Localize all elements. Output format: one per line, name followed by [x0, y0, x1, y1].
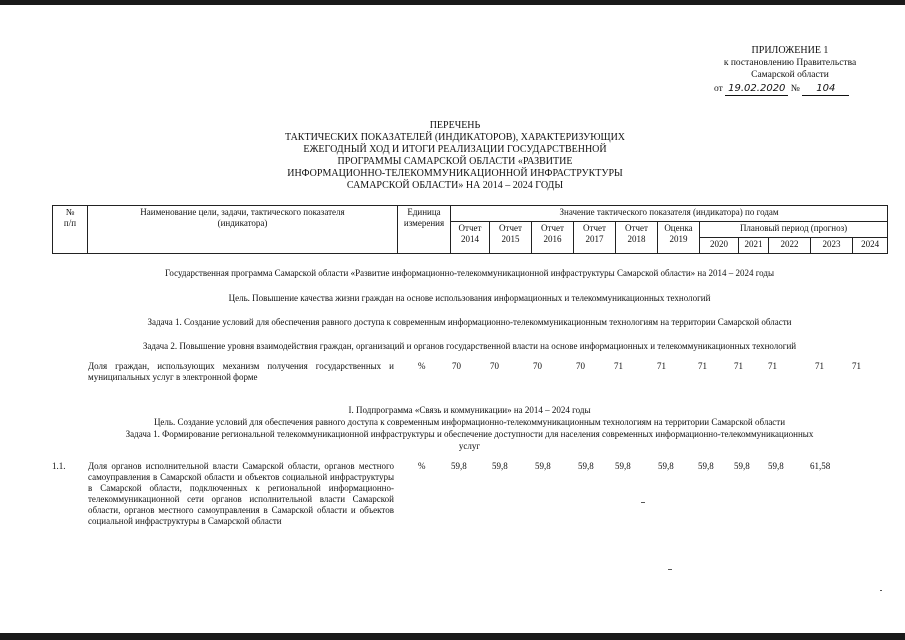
indicator-1-value-2022: 71	[768, 361, 777, 371]
indicator-1-value-2019: 71	[657, 361, 666, 371]
indicator-2-number: 1.1.	[52, 461, 66, 471]
indicator-2-value-2016: 59,8	[535, 461, 551, 471]
indicator-1-value-2014: 70	[452, 361, 461, 371]
col-unit-header: Единица измерения	[398, 206, 451, 254]
plan-year-2024: 2024	[853, 238, 888, 254]
document-title	[200, 120, 710, 192]
year-col-2015: Отчет 2015	[490, 222, 532, 254]
col-number-header: № п/п	[53, 206, 88, 254]
task-2-row: Задача 2. Повышение уровня взаимодействия граждан, организаций и органов государственной власти на основе информационных и телекоммуникационных технологий	[142, 341, 797, 351]
appendix-title: ПРИЛОЖЕНИЕ 1	[751, 45, 829, 56]
col-name-header: Наименование цели, задачи, тактического показателя (индикатора)	[88, 206, 398, 254]
year-col-2018: Отчет 2018	[616, 222, 658, 254]
appendix-line-1: к постановлению Правительства	[723, 58, 857, 68]
plan-period-header: Плановый период (прогноз)	[700, 222, 888, 238]
year-col-2014: Отчет 2014	[451, 222, 490, 254]
plan-year-2022: 2022	[769, 238, 811, 254]
scan-edge-top	[0, 0, 905, 5]
indicator-2-value-2023: 61,58	[810, 461, 831, 471]
indicator-2-value-2015: 59,8	[492, 461, 508, 471]
appendix-block	[690, 45, 890, 96]
indicator-1-value-2015: 70	[490, 361, 499, 371]
subprogram-goal: Цель. Создание условий для обеспечения равного доступа к современным информационно-телекоммуникационным технологиям на территории Самарской области	[153, 417, 786, 427]
appendix-date-line	[690, 83, 890, 96]
indicator-2-value-2018: 59,8	[615, 461, 631, 471]
indicator-1-value-2024: 71	[852, 361, 861, 371]
task-1-row: Задача 1. Создание условий для обеспечения равного доступа к современным информационно-телекоммуникационным технологиям на территории Самарской области	[147, 317, 792, 327]
number-handwritten: 104	[802, 83, 849, 96]
title-line-5: ИНФОРМАЦИОННО-ТЕЛЕКОММУНИКАЦИОННОЙ ИНФРАСТРУКТУРЫ	[287, 168, 623, 179]
indicator-1-value-2018: 71	[614, 361, 623, 371]
indicator-2-name: Доля органов исполнительной власти Самарской области, органов местного самоуправления в Самарской области и объектов социальной инфраструктуры в Самарской области, подключенных к региональной информационно-телекоммуникационной сети органов исполнительной власти Самарской области, органов местного самоуправления в Самарской области и объектов социальной инфраструктуры в Самарской области	[88, 461, 394, 526]
plan-year-2020: 2020	[700, 238, 739, 254]
indicator-2-value-2017: 59,8	[578, 461, 594, 471]
subprogram-task-tail: услуг	[458, 441, 481, 451]
goal-row: Цель. Повышение качества жизни граждан на основе использования информационных и телекоммуникационных технологий	[228, 293, 711, 303]
year-col-2016: Отчет 2016	[532, 222, 574, 254]
title-line-4: ПРОГРАММЫ САМАРСКОЙ ОБЛАСТИ «РАЗВИТИЕ	[337, 156, 573, 167]
indicator-1-unit: %	[418, 361, 426, 371]
indicator-2-value-2022: 59,8	[768, 461, 784, 471]
scan-speck	[880, 590, 882, 591]
indicator-2-unit: %	[418, 461, 426, 471]
indicator-2-value-2020: 59,8	[698, 461, 714, 471]
indicator-1-value-2016: 70	[533, 361, 542, 371]
plan-year-2023: 2023	[811, 238, 853, 254]
title-line-3: ЕЖЕГОДНЫЙ ХОД И ИТОГИ РЕАЛИЗАЦИИ ГОСУДАРСТВЕННОЙ	[303, 144, 607, 155]
indicator-2-value-2014: 59,8	[451, 461, 467, 471]
number-prefix: №	[790, 84, 800, 94]
indicator-1-value-2021: 71	[734, 361, 743, 371]
subprogram-task: Задача 1. Формирование региональной телекоммуникационной инфраструктуры и обеспечение доступности для населения современных информационно-телекоммуникационных	[125, 429, 814, 439]
scan-speck	[668, 569, 672, 570]
program-row: Государственная программа Самарской области «Развитие информационно-телекоммуникационной инфраструктуры Самарской области» на 2014 – 2024 годы	[164, 268, 775, 278]
indicator-1-value-2023: 71	[815, 361, 824, 371]
title-line-2: ТАКТИЧЕСКИХ ПОКАЗАТЕЛЕЙ (ИНДИКАТОРОВ), ХАРАКТЕРИЗУЮЩИХ	[284, 132, 626, 143]
title-line-6: САМАРСКОЙ ОБЛАСТИ» НА 2014 – 2024 ГОДЫ	[346, 180, 564, 191]
year-col-2019: Оценка 2019	[658, 222, 700, 254]
scan-edge-bottom	[0, 633, 905, 640]
col-values-header: Значение тактического показателя (индикатора) по годам	[451, 206, 888, 222]
indicator-1-value-2017: 70	[576, 361, 585, 371]
indicator-1-value-2020: 71	[698, 361, 707, 371]
indicator-1-name: Доля граждан, использующих механизм получения государственных и муниципальных услуг в электронной форме	[88, 361, 394, 382]
year-col-2017: Отчет 2017	[574, 222, 616, 254]
indicator-table-header	[52, 205, 888, 254]
title-line-1: ПЕРЕЧЕНЬ	[429, 120, 481, 131]
subprogram-title: I. Подпрограмма «Связь и коммуникации» на 2014 – 2024 годы	[348, 405, 591, 415]
scan-speck	[641, 502, 645, 503]
indicator-2-value-2019: 59,8	[658, 461, 674, 471]
appendix-line-2: Самарской области	[751, 70, 829, 80]
plan-year-2021: 2021	[739, 238, 769, 254]
date-prefix: от	[714, 84, 723, 94]
date-handwritten: 19.02.2020	[725, 83, 788, 96]
indicator-2-value-2021: 59,8	[734, 461, 750, 471]
